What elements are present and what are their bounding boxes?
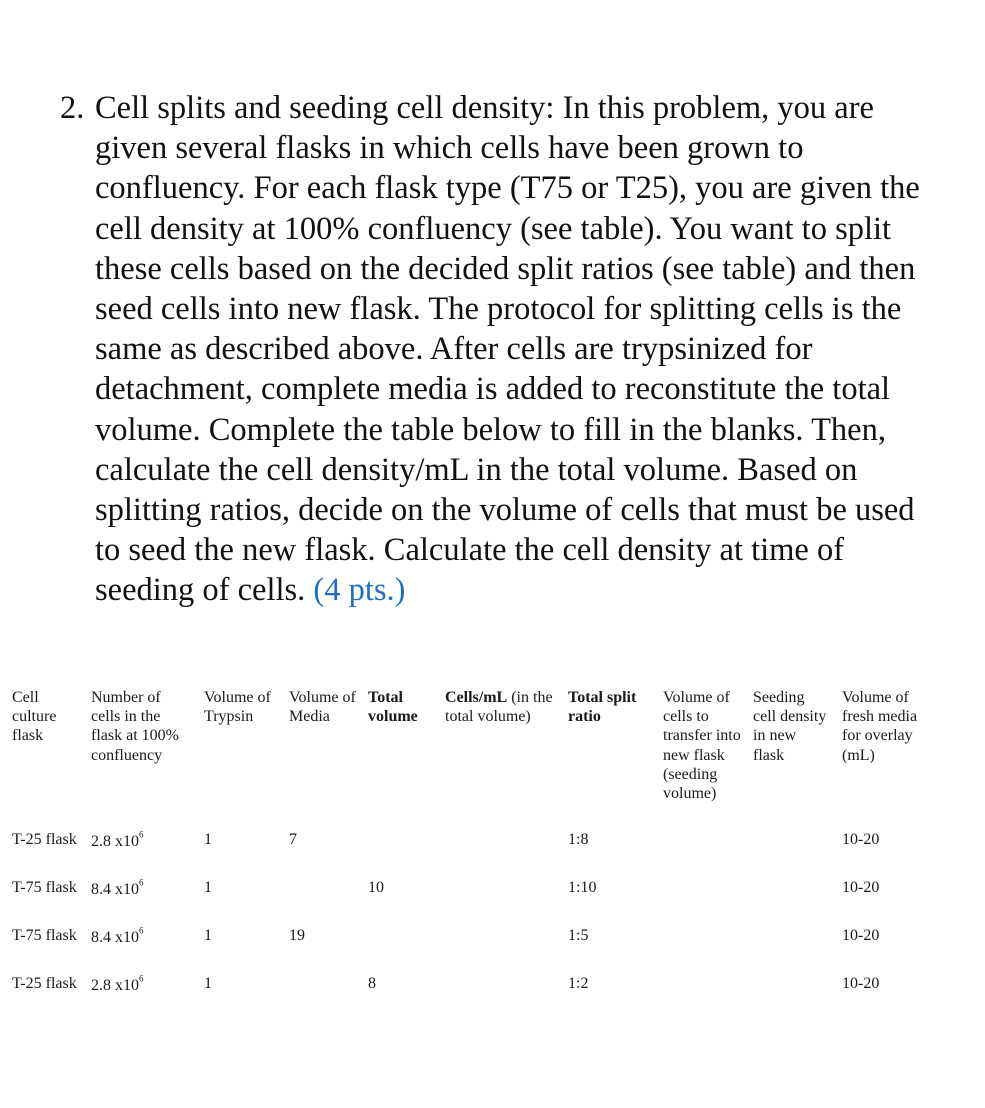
cells-at-confluency — [85, 878, 198, 926]
header-flask: Cell culture flask — [12, 689, 57, 745]
trypsin-volume: 1 — [204, 975, 212, 992]
cells-per-ml — [439, 878, 562, 926]
table-header-row — [6, 688, 936, 830]
cells-base: 2.8 x10 — [91, 833, 139, 850]
total-volume: 8 — [368, 975, 376, 992]
table-row — [6, 878, 936, 926]
cells-base: 8.4 x10 — [91, 929, 139, 946]
cells-per-ml — [439, 974, 562, 1022]
header-split-ratio-label: Total split ratio — [568, 689, 637, 726]
cell-split-table — [6, 688, 936, 1022]
table-row — [6, 926, 936, 974]
table-row — [6, 830, 936, 878]
seeding-density — [747, 878, 836, 926]
cells-at-confluency — [85, 974, 198, 1022]
header-split-ratio — [562, 688, 657, 830]
overlay-volume: 10-20 — [842, 879, 880, 896]
cells-per-ml — [439, 830, 562, 878]
seeding-volume — [657, 830, 747, 878]
flask-type: T-25 flask — [12, 831, 77, 848]
problem-number: 2. — [60, 90, 85, 126]
problem-statement: Cell splits and seeding cell density: In this problem, you are given several flasks in which cells have been grown to confluency. For each flask type (T75 or T25), you are given the cell density at 100% confluency (see table). You want to split these cells based on the decided split ratios (see table) and then seed cells into new flask. The protocol for splitting cells is the same as described above. After cells are trypsinized for detachment, complete media is added to reconstitute the total volume. Complete the table below to fill in the blanks. Then, calculate the cell density/mL in the total volume. Based on splitting ratios, decide on the volume of cells that must be used to seed the new flask. Calculate the cell density at time of seeding of cells. — [95, 90, 920, 609]
cells-base: 8.4 x10 — [91, 881, 139, 898]
trypsin-volume: 1 — [204, 879, 212, 896]
overlay-volume: 10-20 — [842, 831, 880, 848]
seeding-density — [747, 926, 836, 974]
trypsin-volume: 1 — [204, 927, 212, 944]
header-cells-per-ml-label: Cells/mL — [445, 689, 508, 706]
cells-exponent: 6 — [139, 973, 144, 984]
cells-at-confluency — [85, 830, 198, 878]
total-volume — [362, 926, 439, 974]
cells-base: 2.8 x10 — [91, 977, 139, 994]
total-volume: 10 — [368, 879, 384, 896]
header-media-volume: Volume of Media — [289, 689, 356, 726]
problem-text — [95, 88, 925, 611]
cells-per-ml — [439, 926, 562, 974]
header-cells-per-ml-note: (in the total volume) — [445, 689, 553, 726]
header-seeding-density: Seeding cell density in new flask — [753, 689, 827, 764]
flask-type: T-75 flask — [12, 879, 77, 896]
trypsin-volume: 1 — [204, 831, 212, 848]
table-row — [6, 974, 936, 1022]
media-volume — [283, 878, 362, 926]
header-seeding-volume: Volume of cells to transfer into new flask (seeding volume) — [663, 689, 741, 803]
seeding-volume — [657, 926, 747, 974]
overlay-volume: 10-20 — [842, 927, 880, 944]
cells-exponent: 6 — [139, 829, 144, 840]
media-volume: 7 — [289, 831, 297, 848]
cells-exponent: 6 — [139, 877, 144, 888]
split-ratio: 1:8 — [568, 831, 589, 848]
header-cells-at-confluency: Number of cells in the flask at 100% confluency — [91, 689, 179, 764]
media-volume: 19 — [289, 927, 305, 944]
split-ratio: 1:2 — [568, 975, 589, 992]
header-overlay-volume: Volume of fresh media for overlay (mL) — [842, 689, 918, 764]
split-ratio: 1:5 — [568, 927, 589, 944]
seeding-density — [747, 974, 836, 1022]
total-volume — [362, 830, 439, 878]
cells-exponent: 6 — [139, 925, 144, 936]
cells-at-confluency — [85, 926, 198, 974]
seeding-density — [747, 830, 836, 878]
split-ratio: 1:10 — [568, 879, 597, 896]
problem-2 — [60, 88, 940, 611]
flask-type: T-25 flask — [12, 975, 77, 992]
media-volume — [283, 974, 362, 1022]
header-total-volume — [362, 688, 439, 830]
header-cells-per-ml — [439, 688, 562, 830]
header-trypsin-volume: Volume of Trypsin — [204, 689, 271, 726]
flask-type: T-75 flask — [12, 927, 77, 944]
header-total-volume-label: Total volume — [368, 689, 418, 726]
overlay-volume: 10-20 — [842, 975, 880, 992]
seeding-volume — [657, 878, 747, 926]
points-label: (4 pts.) — [313, 572, 406, 609]
seeding-volume — [657, 974, 747, 1022]
